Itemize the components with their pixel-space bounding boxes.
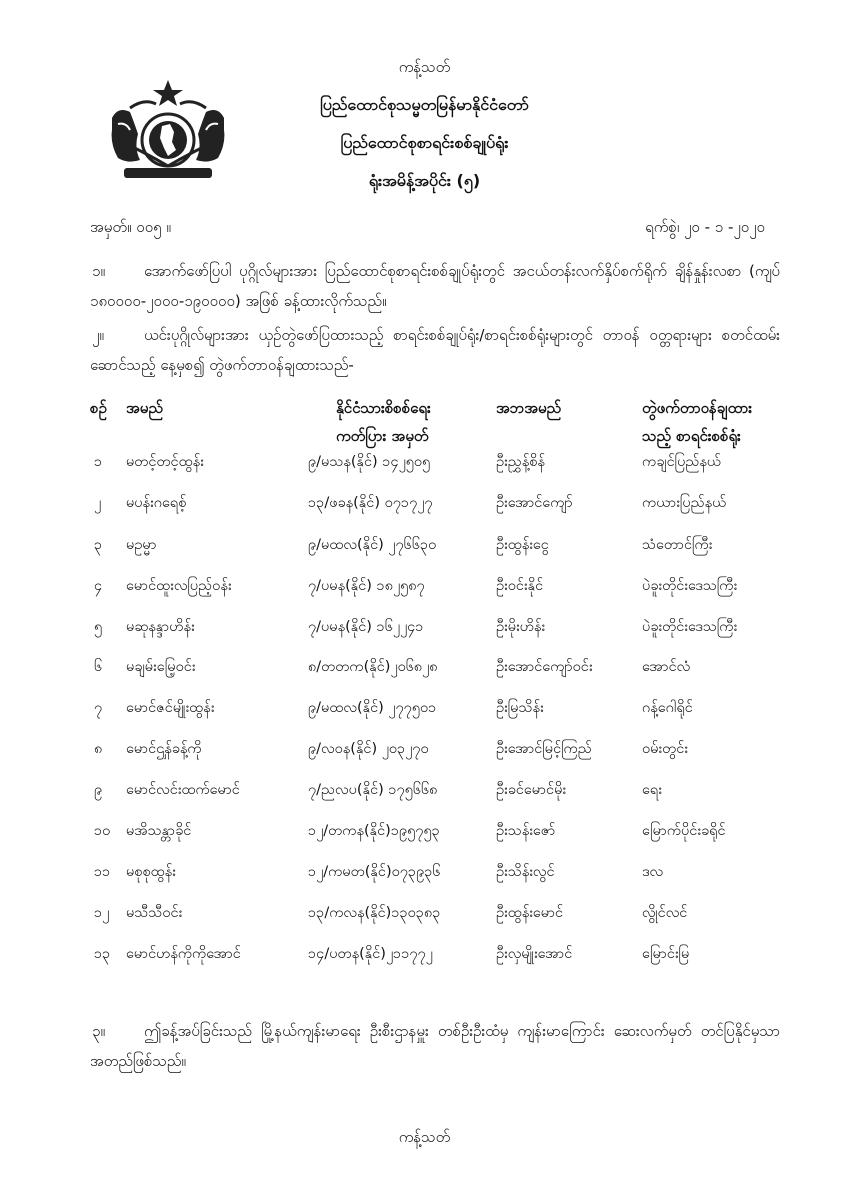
cell-no: ၆ <box>94 659 103 675</box>
cell-father-name: ဦးမြသိန်း <box>496 700 544 716</box>
cell-nrc: ၉/လဝန(နိုင်) ၂၀၃၂၇၀ <box>308 741 429 757</box>
cell-assigned-office: ပဲခူးတိုင်းဒေသကြီး <box>642 619 738 635</box>
cell-nrc: ၁၃/ဖခန(နိုင်) ၀၇၁၇၂၇ <box>308 495 433 511</box>
header-title-country: ပြည်ထောင်စုသမ္မတမြန်မာနိုင်ငံတော် <box>320 95 529 114</box>
cell-assigned-office: သံတောင်ကြီး <box>642 537 713 553</box>
cell-no: ၂ <box>94 495 102 511</box>
col-header-no: စဉ် <box>90 399 107 417</box>
cell-assigned-office: ကချင်ပြည်နယ် <box>642 454 721 470</box>
order-date: ရက်စွဲ၊ ၂၀ - ၁ -၂၀၂၀ <box>645 218 765 236</box>
paragraph-3-text: ဤခန့်အပ်ခြင်းသည် မြို့နယ်ကျန်းမာရေး ဦးစီးဌာနမှူး တစ်ဦးဦးထံမှ ကျန်းမာကြောင်း ဆေးလက်မှတ် တင်ပြနိုင်မှသာအတည်ဖြစ်သည်။ <box>90 1022 780 1070</box>
cell-father-name: ဦးအောင်ကျော်ဝင်း <box>496 659 593 675</box>
cell-assigned-office: ဂန့်ဂေါရိုင် <box>642 700 693 716</box>
paragraph-2 <box>90 320 780 380</box>
cell-nrc: ၉/မသန(နိုင်) ၁၄၂၅၀၅ <box>308 454 431 470</box>
cell-name: မတင့်တင့်ထွန်း <box>126 454 204 470</box>
paragraph-2-number: ၂။ <box>92 326 104 344</box>
cell-father-name: ဦးမိုးဟိန်း <box>496 619 546 635</box>
cell-assigned-office: ဒလ <box>642 864 664 880</box>
cell-no: ၅ <box>94 619 103 635</box>
paragraph-1 <box>90 256 780 316</box>
col-header-nrc <box>336 394 431 450</box>
paragraph-3-number: ၃။ <box>92 1022 105 1040</box>
col-header-nrc-line1: နိုင်ငံသားစိစစ်ရေး <box>336 399 431 417</box>
cell-nrc: ၉/မထလ(နိုင်) ၂၇၇၅၀၁ <box>308 700 437 716</box>
cell-name: မောင်ထူးလပြည့်ဝန်း <box>126 578 232 594</box>
cell-no: ၇ <box>94 700 103 716</box>
cell-name: မဥမ္မာ <box>126 537 157 553</box>
cell-no: ၁၁ <box>94 864 111 880</box>
cell-father-name: ဦးအောင်မြင့်ကြည် <box>496 741 592 757</box>
cell-father-name: ဦးသိန်းလွင် <box>496 864 555 880</box>
col-header-father: အဘအမည် <box>496 399 562 417</box>
cell-name: မဆုနန္ဒာဟိန်း <box>126 619 195 635</box>
paragraph-1-number: ၁။ <box>92 262 105 280</box>
cell-nrc: ၇/ပမန(နိုင်) ၁၈၂၅၈၇ <box>308 578 425 594</box>
cell-nrc: ၇/ပမန(နိုင်) ၁၆၂၂၄၁ <box>308 619 424 635</box>
col-header-nrc-line2: ကတ်ပြား အမှတ် <box>336 427 429 445</box>
cell-father-name: ဦးသန်းဇော် <box>496 823 556 839</box>
col-header-name: အမည် <box>126 399 163 417</box>
cell-father-name: ဦးအောင်ကျော် <box>496 495 573 511</box>
cell-no: ၁၃ <box>94 946 111 962</box>
cell-no: ၃ <box>94 537 103 553</box>
cell-nrc: ၁၄/ပတန(နိုင်)၂၁၁၇၇၂ <box>308 946 433 962</box>
col-header-assigned-office <box>642 394 752 450</box>
paragraph-2-text: ယင်းပုဂ္ဂိုလ်များအား ယှဉ်တွဲဖော်ပြထားသည့် စာရင်းစစ်ချုပ်ရုံး/စာရင်းစစ်ရုံးများတွင် တာဝန် ဝတ္တရားများ စတင်ထမ်းဆောင်သည့် နေ့မှစ၍ တွဲဖက်တာဝန်ချထားသည်- <box>90 326 780 374</box>
header-title-office: ပြည်ထောင်စုစာရင်းစစ်ချုပ်ရုံး <box>340 133 509 152</box>
cell-father-name: ဦးထွန်းမောင် <box>496 905 564 921</box>
cell-name: မောင်ဇင်မျိုးထွန်း <box>126 700 215 716</box>
cell-father-name: ဦးလှမျိုးအောင် <box>496 946 573 962</box>
paragraph-3 <box>90 1016 780 1076</box>
cell-no: ၉ <box>94 782 103 798</box>
cell-no: ၈ <box>94 741 103 757</box>
cell-father-name: ဦးခင်မောင်မိုး <box>496 782 567 798</box>
classification-top: ကန့်သတ် <box>398 58 451 76</box>
cell-assigned-office: ပဲခူးတိုင်းဒေသကြီး <box>642 578 738 594</box>
cell-nrc: ၉/မထလ(နိုင်) ၂၇၆၆၃၀ <box>308 537 437 553</box>
col-header-assigned-office-line2: သည့် စာရင်းစစ်ရုံး <box>642 427 741 445</box>
cell-name: မောင်ဌှန်ခန့်ကို <box>126 741 202 757</box>
cell-no: ၁၀ <box>94 823 111 839</box>
cell-no: ၄ <box>94 578 103 594</box>
cell-father-name: ဦးညွှန့်စိန် <box>496 454 545 470</box>
cell-name: မသီသီဝင်း <box>126 905 183 921</box>
cell-assigned-office: အောင်လံ <box>642 659 691 675</box>
order-number: အမှတ်။ ၀၀၅ ။ <box>90 218 171 236</box>
cell-father-name: ဦးထွန်းငွေ <box>496 537 549 553</box>
cell-assigned-office: ဝမ်းတွင်း <box>642 741 688 757</box>
header-title-order-section: ရုံးအမိန့်အပိုင်း (၅) <box>368 171 481 190</box>
cell-assigned-office: ကယားပြည်နယ် <box>642 495 727 511</box>
cell-no: ၁ <box>94 454 103 470</box>
cell-nrc: ၇/ညလပ(နိုင်) ၁၇၅၆၆၈ <box>308 782 438 798</box>
cell-no: ၁၂ <box>94 905 110 921</box>
col-header-assigned-office-line1: တွဲဖက်တာဝန်ချထား <box>642 399 753 417</box>
cell-name: မအိသန္တာခိုင် <box>126 823 192 839</box>
paragraph-1-text: အောက်ဖော်ပြပါ ပုဂ္ဂိုလ်များအား ပြည်ထောင်စုစာရင်းစစ်ချုပ်ရုံးတွင် အငယ်တန်းလက်နှိပ်စက်ရိုက် ချိန်နှုန်းလစာ (ကျပ် ၁၈၀၀၀၀-၂၀၀၀-၁၉၀၀၀၀) အဖြစ် ခန့်ထားလိုက်သည်။ <box>90 262 780 310</box>
cell-name: မောင်လင်းထက်မောင် <box>126 782 240 798</box>
cell-nrc: ၈/တတက(နိုင်)၂၀၆၈၂၈ <box>308 659 438 675</box>
cell-name: မောင်ဟန်ကိုကိုအောင် <box>126 946 241 962</box>
cell-name: မစုစုထွန်း <box>126 864 176 880</box>
cell-name: မပန်းဂရေစ့် <box>126 495 187 511</box>
cell-father-name: ဦးဝင်းနိုင် <box>496 578 544 594</box>
cell-nrc: ၁၂/ကမတ(နိုင်)၀၇၃၉၃၆ <box>308 864 441 880</box>
cell-assigned-office: ရေး <box>642 782 662 798</box>
cell-nrc: ၁၂/တကန(နိုင်)၁၉၅၇၅၃ <box>308 823 440 839</box>
classification-bottom: ကန့်သတ် <box>398 1128 451 1146</box>
cell-assigned-office: မြောင်းမြ <box>642 946 690 962</box>
cell-name: မချမ်းမြေ့ဝင်း <box>126 659 196 675</box>
cell-nrc: ၁၃/ကလန(နိုင်)၁၃၀၃၈၃ <box>308 905 441 921</box>
cell-assigned-office: မြောက်ပိုင်းခရိုင် <box>642 823 726 839</box>
cell-assigned-office: လွိုင်လင် <box>642 905 688 921</box>
